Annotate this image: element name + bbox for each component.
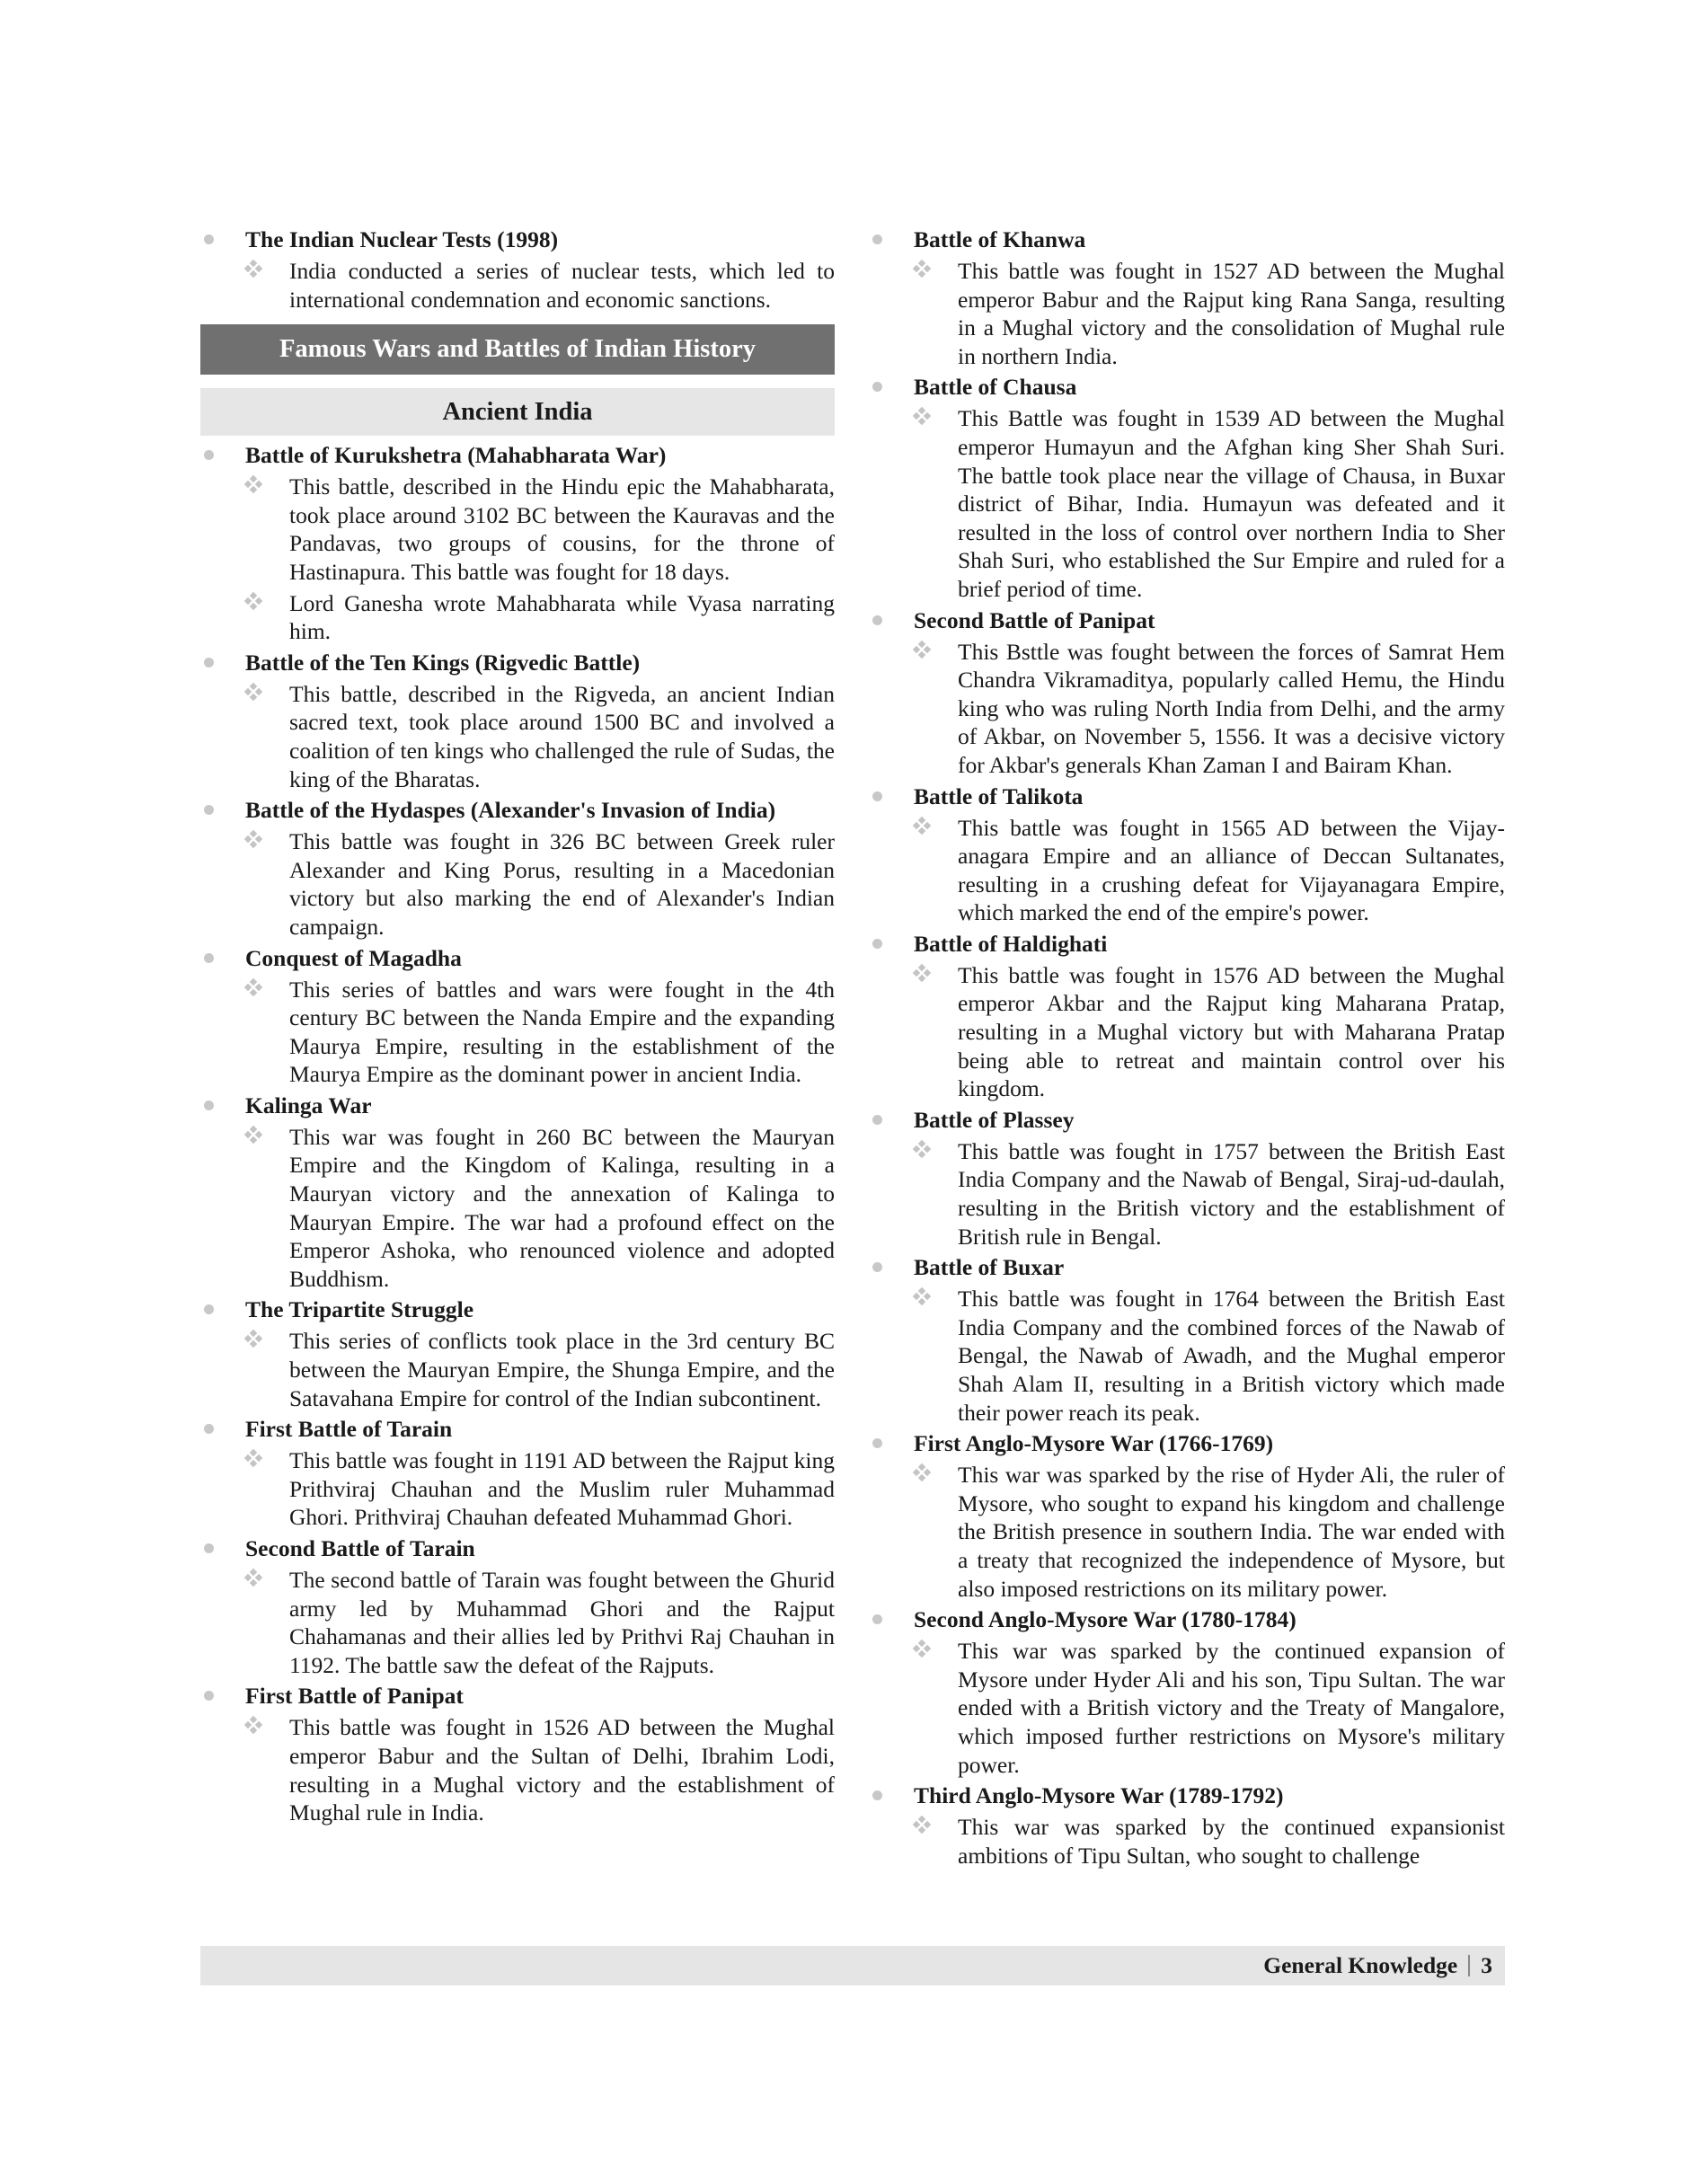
point-text: This battle, described in the Rigveda, an ancient Indian sacred text, took place around 1500 BC and involved a coalition of ten kings who challenged the rule of Sudas, the king of the Bharatas. bbox=[289, 680, 835, 792]
entry-heading: Conquest of Magadha bbox=[245, 944, 462, 971]
entry-point bbox=[245, 1713, 835, 1826]
entry-heading: Battle of the Ten Kings (Rigvedic Battle) bbox=[245, 649, 641, 676]
diamond-bullet-icon bbox=[914, 818, 930, 834]
entry-point bbox=[914, 1813, 1505, 1870]
diamond-dot bbox=[250, 270, 257, 278]
diamond-bullet-icon bbox=[914, 1817, 930, 1833]
diamond-dot bbox=[924, 265, 931, 272]
entry-heading: Battle of Talikota bbox=[914, 782, 1084, 809]
list-item bbox=[869, 372, 1505, 603]
diamond-bullet-icon bbox=[914, 965, 930, 981]
entry-heading: Second Battle of Tarain bbox=[245, 1535, 475, 1561]
diamond-bullet-icon bbox=[245, 831, 261, 847]
entry-heading: The Tripartite Struggle bbox=[245, 1296, 474, 1323]
diamond-dot bbox=[250, 591, 257, 598]
list-item bbox=[869, 1781, 1505, 1870]
list-item bbox=[200, 440, 835, 646]
point-text: This battle was fought in 1565 AD between the Vijay-anagara Empire and an alliance of Deccan Sultanates, resulting in a crushing defeat for Vijayanagara Empire, which marked the end of the empire's power. bbox=[958, 814, 1505, 926]
entry-heading: First Battle of Tarain bbox=[245, 1416, 453, 1443]
list-item bbox=[869, 1428, 1505, 1603]
bullet-icon bbox=[204, 805, 214, 815]
bullet-icon bbox=[872, 382, 882, 392]
subsection-title: Ancient India bbox=[200, 388, 835, 436]
list-item bbox=[200, 225, 835, 314]
diamond-dot bbox=[250, 1460, 257, 1467]
diamond-bullet-icon bbox=[914, 641, 930, 658]
diamond-dot bbox=[924, 821, 931, 828]
diamond-dot bbox=[250, 602, 257, 609]
point-text: This battle was fought in 326 BC between Greek ruler Alexander and King Porus, resulting in a Macedonian victory but also marking the end of Alexander's Indian campaign. bbox=[289, 828, 835, 940]
diamond-dot bbox=[918, 650, 925, 658]
diamond-dot bbox=[250, 1579, 257, 1587]
point-text: This war was fought in 260 BC between the Mauryan Empire and the Kingdom of Kalinga, resulting in a Mauryan victory and the annexation of Kalinga to Mauryan Empire. The war had a profound effect on the Emperor Ashoka, who renounced violence and adopted Buddhism. bbox=[289, 1123, 835, 1292]
entry-point bbox=[914, 404, 1505, 603]
point-text: This battle was fought in 1191 AD between the Rajput king Prithviraj Chauhan and the Muslim ruler Muhammad Ghori. Prithviraj Chauhan defeated Muhammad Ghori. bbox=[289, 1447, 835, 1531]
entry-point bbox=[245, 976, 835, 1089]
list-item bbox=[200, 1681, 835, 1826]
diamond-dot bbox=[255, 1574, 262, 1581]
bullet-icon bbox=[204, 658, 214, 667]
diamond-dot bbox=[255, 1454, 262, 1462]
diamond-dot bbox=[250, 683, 257, 690]
bullet-icon bbox=[204, 234, 214, 244]
diamond-dot bbox=[918, 640, 925, 647]
diamond-dot bbox=[913, 645, 920, 652]
diamond-bullet-icon bbox=[914, 1464, 930, 1481]
diamond-dot bbox=[250, 694, 257, 701]
entry-point bbox=[914, 1137, 1505, 1251]
diamond-bullet-icon bbox=[245, 1717, 261, 1733]
point-text: Lord Ganesha wrote Mahabharata while Vyasa narrating him. bbox=[289, 589, 835, 645]
footer-text bbox=[1263, 1946, 1492, 1985]
entry-point bbox=[914, 638, 1505, 780]
footer-separator bbox=[1468, 1955, 1470, 1976]
diamond-dot bbox=[918, 816, 925, 823]
diamond-bullet-icon bbox=[914, 1141, 930, 1157]
bullet-icon bbox=[872, 1438, 882, 1448]
diamond-dot bbox=[918, 1298, 925, 1305]
point-text: This series of conflicts took place in the 3rd century BC between the Mauryan Empire, the Shunga Empire, and the Satavahana Empire for control of the Indian subcontinent. bbox=[289, 1328, 835, 1411]
list-item bbox=[869, 1252, 1505, 1427]
entry-point bbox=[245, 589, 835, 646]
diamond-bullet-icon bbox=[245, 593, 261, 609]
entry-point bbox=[245, 680, 835, 793]
point-text: This battle was fought in 1526 AD between the Mughal emperor Babur and the Sultan of Delhi, Ibrahim Lodi, resulting in a Mughal victory and the establishment of Mughal rule in India. bbox=[289, 1714, 835, 1826]
diamond-dot bbox=[924, 412, 931, 420]
point-text: This Bsttle was fought between the forces of Samrat Hem Chandra Vikramaditya, popularly called Hemu, the Hindu king who was ruling North India from Delhi, and the army of Akbar, on November 5, 1556. It was a decisive victory for Akbar's generals Khan Zaman I and Bairam Khan. bbox=[958, 638, 1505, 778]
bullet-icon bbox=[872, 234, 882, 244]
bullet-icon bbox=[204, 1304, 214, 1314]
bullet-icon bbox=[872, 1115, 882, 1125]
diamond-dot bbox=[924, 1645, 931, 1652]
bullet-icon bbox=[204, 450, 214, 460]
entry-point bbox=[245, 1123, 835, 1294]
entry-heading: Kalinga War bbox=[245, 1092, 372, 1118]
diamond-dot bbox=[250, 841, 257, 848]
bullet-icon bbox=[872, 1790, 882, 1800]
diamond-dot bbox=[250, 1727, 257, 1734]
diamond-dot bbox=[255, 688, 262, 695]
diamond-dot bbox=[924, 969, 931, 977]
diamond-bullet-icon bbox=[245, 1330, 261, 1347]
entry-point bbox=[245, 473, 835, 586]
point-text: This battle was fought in 1764 between the British East India Company and the combined forces of the Nawab of Bengal, the Nawab of Awadh, and the Mughal emperor Shah Alam II, resulting in a British victory which made their power reach its peak. bbox=[958, 1286, 1505, 1426]
list-item bbox=[200, 648, 835, 793]
point-text: This war was sparked by the rise of Hyder Ali, the ruler of Mysore, who sought to expand his kingdom and challenge the British presence in southern India. The war ended with a treaty that recognized the independence of Mysore, but also imposed restrictions on its military power. bbox=[958, 1462, 1505, 1602]
diamond-bullet-icon bbox=[914, 261, 930, 277]
diamond-dot bbox=[255, 835, 262, 843]
diamond-dot bbox=[913, 821, 920, 828]
diamond-bullet-icon bbox=[245, 684, 261, 700]
left-top-entries bbox=[200, 225, 835, 314]
diamond-bullet-icon bbox=[914, 1640, 930, 1657]
point-text: This battle was fought in 1576 AD between the Mughal emperor Akbar and the Rajput king Maharana Pratap, resulting in a Mughal victory but with Maharana Pratap being able to retreat and maintain control over his kingdom. bbox=[958, 961, 1505, 1102]
bullet-icon bbox=[204, 1543, 214, 1553]
list-item bbox=[869, 782, 1505, 927]
diamond-dot bbox=[924, 1469, 931, 1476]
diamond-dot bbox=[918, 1474, 925, 1481]
bullet-icon bbox=[872, 791, 882, 801]
entry-point bbox=[245, 1446, 835, 1532]
diamond-dot bbox=[250, 977, 257, 985]
diamond-dot bbox=[924, 1145, 931, 1153]
point-text: This war was sparked by the continued expansionist ambitions of Tipu Sultan, who sought to challenge bbox=[958, 1814, 1505, 1869]
page-number: 3 bbox=[1481, 1952, 1492, 1978]
entry-heading: The Indian Nuclear Tests (1998) bbox=[245, 226, 559, 252]
section-title: Famous Wars and Battles of Indian History bbox=[200, 324, 835, 375]
diamond-dot bbox=[924, 645, 931, 652]
point-text: India conducted a series of nuclear tests, which led to international condemnation and economic sanctions. bbox=[289, 258, 835, 313]
diamond-bullet-icon bbox=[914, 1288, 930, 1304]
right-column bbox=[869, 225, 1505, 1871]
bullet-icon bbox=[872, 1262, 882, 1272]
diamond-dot bbox=[255, 597, 262, 604]
entry-heading: Battle of Chausa bbox=[914, 374, 1077, 401]
point-text: This battle, described in the Hindu epic the Mahabharata, took place around 3102 BC between the Kauravas and the Pandavas, two groups of cousins, for the throne of Hastinapura. This battle was fought for 18 days. bbox=[289, 473, 835, 585]
diamond-bullet-icon bbox=[245, 1569, 261, 1586]
diamond-dot bbox=[244, 983, 252, 990]
entry-heading: Battle of Khanwa bbox=[914, 226, 1086, 252]
diamond-dot bbox=[924, 1293, 931, 1300]
entry-heading: First Anglo-Mysore War (1766-1769) bbox=[914, 1430, 1274, 1457]
right-entries bbox=[869, 225, 1505, 1870]
diamond-dot bbox=[255, 983, 262, 990]
list-item bbox=[200, 1091, 835, 1294]
diamond-dot bbox=[918, 1151, 925, 1158]
diamond-dot bbox=[255, 1131, 262, 1138]
left-entries bbox=[200, 440, 835, 1827]
diamond-dot bbox=[255, 265, 262, 272]
list-item bbox=[869, 1105, 1505, 1251]
entry-heading: Third Anglo-Mysore War (1789-1792) bbox=[914, 1782, 1284, 1809]
list-item bbox=[200, 1534, 835, 1679]
list-item bbox=[869, 1604, 1505, 1779]
entry-heading: Second Anglo-Mysore War (1780-1784) bbox=[914, 1606, 1296, 1633]
point-text: This war was sparked by the continued expansion of Mysore under Hyder Ali and his son, Tipu Sultan. The war ended with a British victory and the Treaty of Mangalore, which imposed further restrictions on Mysore's military power. bbox=[958, 1638, 1505, 1778]
diamond-dot bbox=[255, 481, 262, 488]
diamond-dot bbox=[918, 827, 925, 834]
entry-point bbox=[914, 257, 1505, 370]
point-text: This battle was fought in 1757 between the British East India Company and the Nawab of Bengal, Siraj-ud-daulah, resulting in the British victory and the establishment of British rule in Bengal. bbox=[958, 1137, 1505, 1250]
entry-point bbox=[245, 1327, 835, 1412]
entry-heading: Battle of Buxar bbox=[914, 1254, 1065, 1281]
diamond-dot bbox=[244, 688, 252, 695]
footer-subject: General Knowledge bbox=[1263, 1952, 1458, 1978]
list-item bbox=[200, 1414, 835, 1532]
entry-point bbox=[245, 827, 835, 941]
bullet-icon bbox=[872, 1614, 882, 1624]
list-item bbox=[200, 943, 835, 1089]
bullet-icon bbox=[872, 615, 882, 625]
list-item bbox=[869, 225, 1505, 370]
entry-point bbox=[914, 1461, 1505, 1603]
bullet-icon bbox=[204, 953, 214, 963]
diamond-dot bbox=[250, 988, 257, 995]
diamond-bullet-icon bbox=[914, 408, 930, 424]
page-footer bbox=[200, 1946, 1505, 1985]
bullet-icon bbox=[872, 939, 882, 949]
diamond-dot bbox=[918, 1826, 925, 1834]
entry-point bbox=[914, 961, 1505, 1103]
entry-heading: Battle of Plassey bbox=[914, 1106, 1075, 1133]
entry-heading: Battle of the Hydaspes (Alexander's Invasion of India) bbox=[245, 797, 776, 824]
point-text: This battle was fought in 1527 AD between the Mughal emperor Babur and the Rajput king Rana Sanga, resulting in a Mughal victory and the consolidation of Mughal rule in northern India. bbox=[958, 258, 1505, 369]
point-text: This series of battles and wars were fought in the 4th century BC between the Nanda Empire and the expanding Maurya Empire, resulting in the establishment of the Maurya Empire as the dominant power in ancient India. bbox=[289, 976, 835, 1088]
list-item bbox=[200, 795, 835, 941]
diamond-dot bbox=[255, 1721, 262, 1728]
diamond-dot bbox=[250, 1136, 257, 1144]
diamond-dot bbox=[918, 975, 925, 982]
diamond-dot bbox=[250, 486, 257, 493]
diamond-bullet-icon bbox=[245, 476, 261, 492]
list-item bbox=[869, 606, 1505, 780]
entry-point bbox=[245, 257, 835, 314]
entry-heading: Second Battle of Panipat bbox=[914, 606, 1155, 633]
diamond-dot bbox=[918, 418, 925, 425]
point-text: The second battle of Tarain was fought between the Ghurid army led by Muhammad Ghori and the Rajput Chahamanas and their allies led by Prithvi Raj Chauhan in 1192. The battle saw the defeat of the Rajputs. bbox=[289, 1567, 835, 1678]
diamond-dot bbox=[918, 270, 925, 278]
diamond-bullet-icon bbox=[245, 1127, 261, 1143]
entry-point bbox=[914, 814, 1505, 927]
diamond-dot bbox=[250, 1340, 257, 1348]
diamond-dot bbox=[244, 597, 252, 604]
diamond-bullet-icon bbox=[245, 1450, 261, 1466]
diamond-bullet-icon bbox=[245, 979, 261, 995]
diamond-dot bbox=[255, 1335, 262, 1342]
bullet-icon bbox=[204, 1101, 214, 1110]
entry-heading: Battle of Kurukshetra (Mahabharata War) bbox=[245, 442, 667, 469]
entry-point bbox=[245, 1566, 835, 1679]
point-text: This Battle was fought in 1539 AD between the Mughal emperor Humayun and the Afghan king Sher Shah Suri. The battle took place near the village of Chausa, in Buxar district of Bihar, India. Humayun was defeated and it resulted in the loss of control over northern India to Sher Shah Suri, who established the Sur Empire and ruled for a brief period of time. bbox=[958, 405, 1505, 602]
diamond-dot bbox=[924, 1821, 931, 1828]
left-column bbox=[200, 225, 835, 1829]
list-item bbox=[869, 929, 1505, 1103]
diamond-dot bbox=[918, 1650, 925, 1658]
entry-point bbox=[914, 1637, 1505, 1779]
list-item bbox=[200, 1295, 835, 1412]
entry-heading: First Battle of Panipat bbox=[245, 1683, 464, 1710]
bullet-icon bbox=[204, 1424, 214, 1434]
bullet-icon bbox=[204, 1691, 214, 1701]
entry-point bbox=[914, 1285, 1505, 1427]
diamond-bullet-icon bbox=[245, 261, 261, 277]
entry-heading: Battle of Haldighati bbox=[914, 930, 1108, 957]
